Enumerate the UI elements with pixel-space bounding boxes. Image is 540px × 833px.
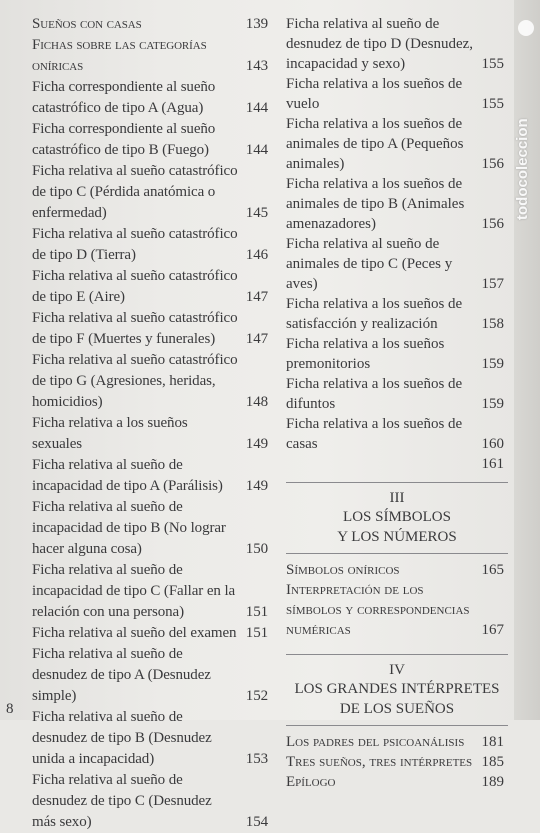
toc-entry	[32, 770, 272, 833]
toc-entry-page: 139	[245, 16, 268, 32]
toc-entry-page: 156	[481, 216, 504, 232]
section-number: IV	[389, 662, 405, 678]
toc-entry	[286, 580, 508, 640]
toc-entry	[32, 707, 272, 770]
toc-entry-page: 189	[481, 774, 504, 790]
toc-right-list	[286, 14, 508, 474]
watermark-logo-icon	[518, 20, 534, 36]
toc-entry-title: Ficha relativa al sueño catastrófico de tipo F (Muertes y funerales)	[32, 310, 238, 347]
toc-entry	[32, 623, 272, 644]
section-four-entries	[286, 732, 508, 792]
toc-entry-title: Ficha relativa al sueño catastrófico de tipo D (Tierra)	[32, 226, 238, 263]
toc-entry	[32, 560, 272, 623]
toc-entry-page: 185	[481, 754, 504, 770]
toc-entry-title: Ficha relativa a los sueños de animales de tipo B (Animales amenazadores)	[286, 176, 465, 232]
toc-entry-title: Ficha relativa al sueño de desnudez de tipo D (Desnudez, incapacidad y sexo)	[286, 16, 474, 72]
book-spine	[514, 0, 540, 720]
toc-entry-title: Ficha relativa a los sueños premonitorios	[286, 336, 445, 372]
toc-entry-title: Epílogo	[286, 774, 336, 790]
toc-entry	[32, 224, 272, 266]
toc-entry-page: 160	[481, 436, 504, 452]
toc-entry	[32, 119, 272, 161]
toc-entry-page: 155	[481, 96, 504, 112]
toc-entry	[32, 497, 272, 560]
toc-entry-title: Ficha relativa a los sueños de casas	[286, 416, 463, 452]
toc-entry-page: 161	[481, 456, 504, 472]
toc-entry-title: Ficha relativa al sueño del examen	[32, 625, 237, 641]
toc-entry	[286, 414, 508, 454]
toc-entry	[32, 266, 272, 308]
toc-entry-title: Ficha relativa al sueño de desnudez de tipo B (Desnudez unida a incapacidad)	[32, 709, 212, 767]
section-title: LOS SÍMBOLOS	[343, 509, 451, 525]
toc-entry-page: 155	[481, 56, 504, 72]
toc-entry-title: Ficha relativa al sueño de incapacidad de tipo A (Parálisis)	[32, 457, 223, 494]
toc-entry-page: 144	[245, 100, 268, 116]
section-three	[286, 482, 508, 640]
toc-entry-page: 156	[481, 156, 504, 172]
toc-entry-page: 149	[245, 436, 268, 452]
toc-entry-page: 145	[245, 205, 268, 221]
section-title: Y LOS NÚMEROS	[337, 529, 457, 545]
toc-entry-title: Ficha correspondiente al sueño catastrófico de tipo B (Fuego)	[32, 121, 216, 158]
toc-entry-page: 147	[245, 289, 268, 305]
toc-entry-page: 149	[245, 478, 268, 494]
toc-entry	[286, 752, 508, 772]
toc-entry-title: Ficha relativa al sueño de incapacidad de tipo B (No lograr hacer alguna cosa)	[32, 499, 226, 557]
toc-entry-title: Símbolos oníricos	[286, 562, 400, 578]
toc-entry-title: Ficha correspondiente al sueño catastrófico de tipo A (Agua)	[32, 79, 216, 116]
toc-entry	[32, 350, 272, 413]
toc-entry-title: Ficha relativa a los sueños de animales de tipo A (Pequeños animales)	[286, 116, 464, 172]
toc-entry	[286, 174, 508, 234]
toc-entry	[286, 14, 508, 74]
toc-entry-title: Ficha relativa al sueño catastrófico de tipo G (Agresiones, heridas, homicidios)	[32, 352, 238, 410]
toc-entry-page: 159	[481, 356, 504, 372]
toc-entry-title: Tres sueños, tres intérpretes	[286, 754, 473, 770]
toc-entry-page: 153	[245, 751, 268, 767]
toc-entry	[32, 35, 272, 77]
toc-entry-page: 147	[245, 331, 268, 347]
section-four	[286, 654, 508, 792]
section-title: LOS GRANDES INTÉRPRETES	[294, 681, 500, 697]
toc-entry-title: Ficha relativa a los sueños de difuntos	[286, 376, 463, 412]
toc-entry	[32, 308, 272, 350]
toc-entry-page: 151	[245, 604, 268, 620]
toc-entry-title: Ficha relativa al sueño de desnudez de tipo C (Desnudez más sexo)	[32, 772, 212, 830]
toc-entry	[32, 455, 272, 497]
toc-entry-page: 167	[481, 622, 504, 638]
toc-entry-page: 143	[245, 58, 268, 74]
toc-entry-page: 151	[245, 625, 268, 641]
toc-entry-title: Ficha relativa al sueño de animales de tipo C (Peces y aves)	[286, 236, 453, 292]
toc-entry	[286, 374, 508, 414]
toc-entry	[286, 114, 508, 174]
toc-entry	[286, 294, 508, 334]
toc-entry	[32, 161, 272, 224]
toc-entry	[286, 772, 508, 792]
toc-entry-title: Interpretación de los símbolos y correspondencias numéricas	[286, 582, 470, 638]
page-number: 8	[6, 701, 14, 717]
watermark: todocoleccion	[514, 118, 531, 220]
toc-left-column	[32, 14, 272, 833]
toc-entry-title: Ficha relativa a los sueños de satisfacción y realización	[286, 296, 463, 332]
toc-entry	[286, 234, 508, 294]
section-number: III	[389, 490, 405, 506]
toc-entry-title: Ficha relativa al sueño catastrófico de tipo E (Aire)	[32, 268, 238, 305]
toc-entry-page: 159	[481, 396, 504, 412]
toc-entry-page: 165	[481, 562, 504, 578]
toc-entry-title: Ficha relativa a los sueños de vuelo	[286, 76, 463, 112]
toc-entry-page: 154	[245, 814, 268, 830]
toc-entry-title: Ficha relativa a los sueños sexuales	[32, 415, 188, 452]
toc-entry-page: 181	[481, 734, 504, 750]
toc-entry-page: 146	[245, 247, 268, 263]
toc-entry-page: 150	[245, 541, 268, 557]
toc-entry-page: 152	[245, 688, 268, 704]
divider	[286, 553, 508, 554]
toc-entry	[32, 413, 272, 455]
section-three-entries	[286, 560, 508, 640]
toc-entry	[32, 77, 272, 119]
section-title: DE LOS SUEÑOS	[339, 701, 455, 717]
toc-entry-page: 148	[245, 394, 268, 410]
toc-entry-title: Ficha relativa al sueño de desnudez de tipo A (Desnudez simple)	[32, 646, 211, 704]
toc-entry	[286, 732, 508, 752]
toc-entry-page: 144	[245, 142, 268, 158]
toc-entry-page: 157	[481, 276, 504, 292]
toc-entry-title: Los padres del psicoanálisis	[286, 734, 465, 750]
toc-entry	[286, 334, 508, 374]
toc-entry	[286, 74, 508, 114]
divider	[286, 725, 508, 726]
toc-entry-title: Ficha relativa al sueño de incapacidad de tipo C (Fallar en la relación con una persona)	[32, 562, 236, 620]
toc-entry-title: Ficha relativa al sueño catastrófico de tipo C (Pérdida anatómica o enfermedad)	[32, 163, 238, 221]
toc-entry-title: Fichas sobre las categorías oníricas	[32, 37, 207, 74]
toc-entry	[32, 14, 272, 35]
toc-entry-title: Sueños con casas	[32, 16, 142, 32]
toc-entry	[286, 560, 508, 580]
toc-right-column	[286, 14, 508, 792]
toc-entry	[32, 644, 272, 707]
toc-entry-page: 158	[481, 316, 504, 332]
